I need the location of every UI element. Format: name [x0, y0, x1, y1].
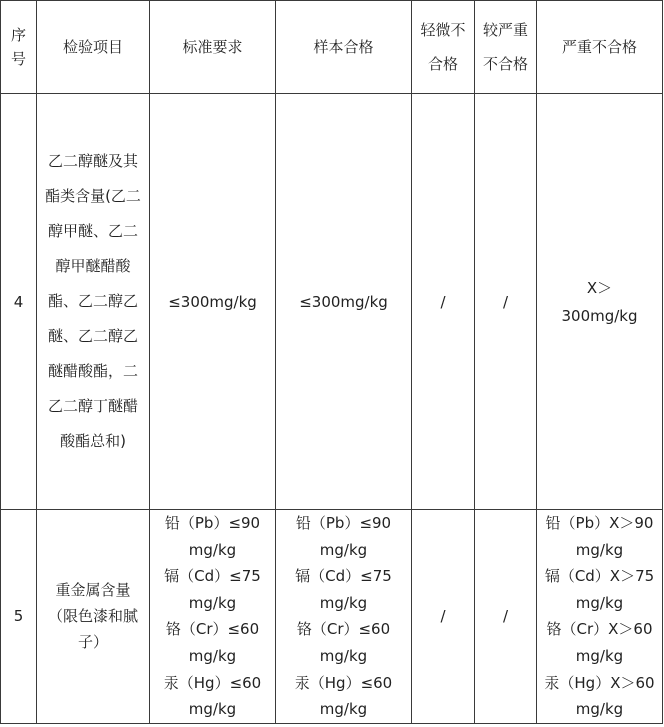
header-moderate: 较严重不合格 [475, 1, 537, 94]
table-row [1, 510, 663, 724]
header-no: 序号 [1, 1, 37, 94]
header-row [1, 1, 663, 94]
row-qualified: ≤300mg/kg [276, 94, 412, 510]
table-row [1, 94, 663, 510]
row-minor: / [412, 94, 475, 510]
header-minor: 轻微不合格 [412, 1, 475, 94]
limit-cd: 镉（Cd）≤75 mg/kg [295, 567, 392, 612]
row-severe: X＞300mg/kg [537, 94, 663, 510]
limit-cr: 铬（Cr）≤60 mg/kg [296, 620, 391, 665]
row-minor: / [412, 510, 475, 724]
header-item: 检验项目 [37, 1, 150, 94]
limit-hg: 汞（Hg）X＞60 mg/kg [544, 673, 655, 719]
row-no: 5 [1, 510, 37, 724]
limit-pb: 铅（Pb）≤90 mg/kg [295, 514, 392, 559]
header-severe: 严重不合格 [537, 1, 663, 94]
header-standard: 标准要求 [150, 1, 276, 94]
limit-cr: 铬（Cr）≤60 mg/kg [165, 620, 260, 665]
limit-cr: 铬（Cr）X＞60 mg/kg [546, 620, 653, 665]
row-moderate: / [475, 94, 537, 510]
limit-hg: 汞（Hg）≤60 mg/kg [163, 673, 262, 719]
limit-pb: 铅（Pb）X＞90 mg/kg [545, 514, 654, 559]
header-qualified: 样本合格 [276, 1, 412, 94]
row-standard [150, 510, 276, 724]
limit-pb: 铅（Pb）≤90 mg/kg [164, 514, 261, 559]
row-no: 4 [1, 94, 37, 510]
limit-cd: 镉（Cd）≤75 mg/kg [164, 567, 261, 612]
row-severe [537, 510, 663, 724]
row-standard: ≤300mg/kg [150, 94, 276, 510]
row-item: 重金属含量（限色漆和腻子） [37, 510, 150, 724]
row-item: 乙二醇醚及其酯类含量(乙二醇甲醚、乙二醇甲醚醋酸酯、乙二醇乙醚、乙二醇乙醚醋酸酯，二乙二醇丁醚醋酸酯总和) [37, 94, 150, 510]
row-qualified [276, 510, 412, 724]
limit-hg: 汞（Hg）≤60 mg/kg [294, 673, 393, 719]
limit-cd: 镉（Cd）X＞75 mg/kg [544, 567, 655, 612]
row-moderate: / [475, 510, 537, 724]
